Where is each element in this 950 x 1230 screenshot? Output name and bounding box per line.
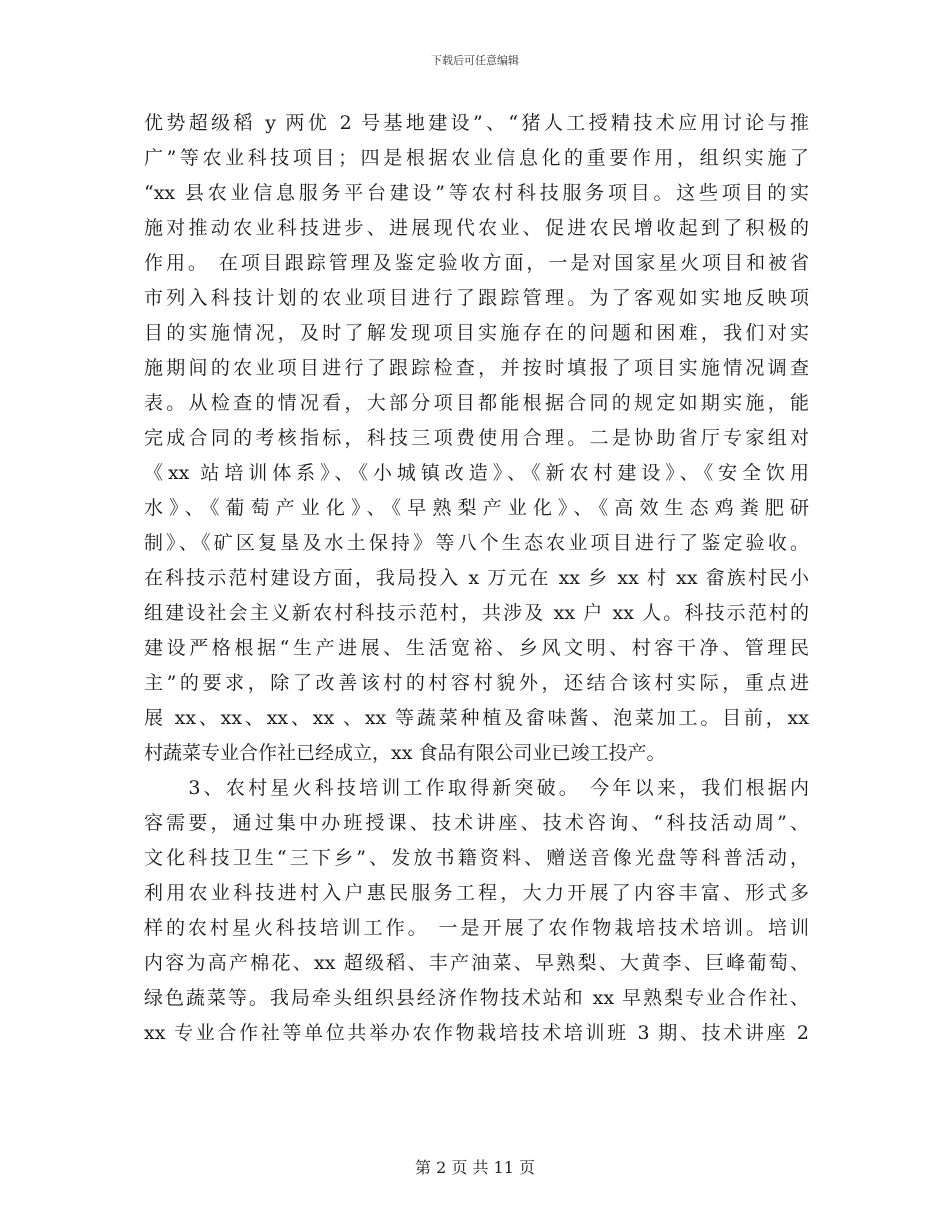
body-line: 绿色蔬菜等。我局牵头组织县经济作物技术站和 xx 早熟梨专业合作社、: [144, 987, 809, 1009]
body-line: 3、农村星火科技培训工作取得新突破。 今年以来，我们根据内: [144, 777, 809, 799]
body-line: 市列入科技计划的农业项目进行了跟踪管理。为了客观如实地反映项: [144, 287, 809, 309]
body-line: 完成合同的考核指标，科技三项费使用合理。二是协助省厅专家组对: [144, 427, 809, 449]
page-number-footer: 第 2 页 共 11 页: [415, 1158, 535, 1177]
body-line: 《xx 站培训体系》、《小城镇改造》、《新农村建设》、《安全饮用: [144, 462, 809, 484]
body-line: 施对推动农业科技进步、进展现代农业、促进农民增收起到了积极的: [144, 217, 809, 239]
body-line: 建设严格根据“生产进展、生活宽裕、乡风文明、村容干净、管理民: [144, 637, 809, 659]
page-header-note: 下载后可任意编辑: [431, 54, 519, 67]
body-line: 展 xx、xx、xx、xx 、xx 等蔬菜种植及畲味酱、泡菜加工。目前，xx: [144, 707, 809, 729]
body-line: 优势超级稻 y 两优 2 号基地建设”、“猪人工授精技术应用讨论与推: [144, 112, 809, 134]
body-line: 施期间的农业项目进行了跟踪检查，并按时填报了项目实施情况调查: [144, 357, 809, 379]
body-line: “xx 县农业信息服务平台建设”等农村科技服务项目。这些项目的实: [144, 182, 809, 204]
body-line: 利用农业科技进村入户惠民服务工程，大力开展了内容丰富、形式多: [144, 882, 809, 904]
body-line: 作用。 在项目跟踪管理及鉴定验收方面，一是对国家星火项目和被省: [144, 252, 809, 274]
body-line: 文化科技卫生“三下乡”、发放书籍资料、赠送音像光盘等科普活动，: [144, 847, 809, 869]
document-body: [144, 106, 809, 1051]
body-line: 在科技示范村建设方面，我局投入 x 万元在 xx 乡 xx 村 xx 畲族村民小: [144, 567, 809, 589]
body-line: 制》、《矿区复垦及水土保持》等八个生态农业项目进行了鉴定验收。: [144, 532, 809, 554]
body-line: 村蔬菜专业合作社已经成立，xx 食品有限公司业已竣工投产。: [144, 742, 666, 764]
body-line: 主”的要求，除了改善该村的村容村貌外，还结合该村实际，重点进: [144, 672, 809, 694]
body-line: 容需要，通过集中办班授课、技术讲座、技术咨询、“科技活动周”、: [144, 812, 809, 834]
body-line: 组建设社会主义新农村科技示范村，共涉及 xx 户 xx 人。科技示范村的: [144, 602, 809, 624]
body-line: 目的实施情况，及时了解发现项目实施存在的问题和困难，我们对实: [144, 322, 809, 344]
body-line: 样的农村星火科技培训工作。 一是开展了农作物栽培技术培训。培训: [144, 917, 809, 939]
body-line: 内容为高产棉花、xx 超级稻、丰产油菜、早熟梨、大黄李、巨峰葡萄、: [144, 952, 809, 974]
body-line: 水》、《葡萄产业化》、《早熟梨产业化》、《高效生态鸡粪肥研: [144, 497, 809, 519]
body-line: 表。从检查的情况看，大部分项目都能根据合同的规定如期实施，能: [144, 392, 809, 414]
body-line: xx 专业合作社等单位共举办农作物栽培技术培训班 3 期、技术讲座 2: [144, 1022, 809, 1044]
body-line: 广”等农业科技项目；四是根据农业信息化的重要作用，组织实施了: [144, 147, 809, 169]
